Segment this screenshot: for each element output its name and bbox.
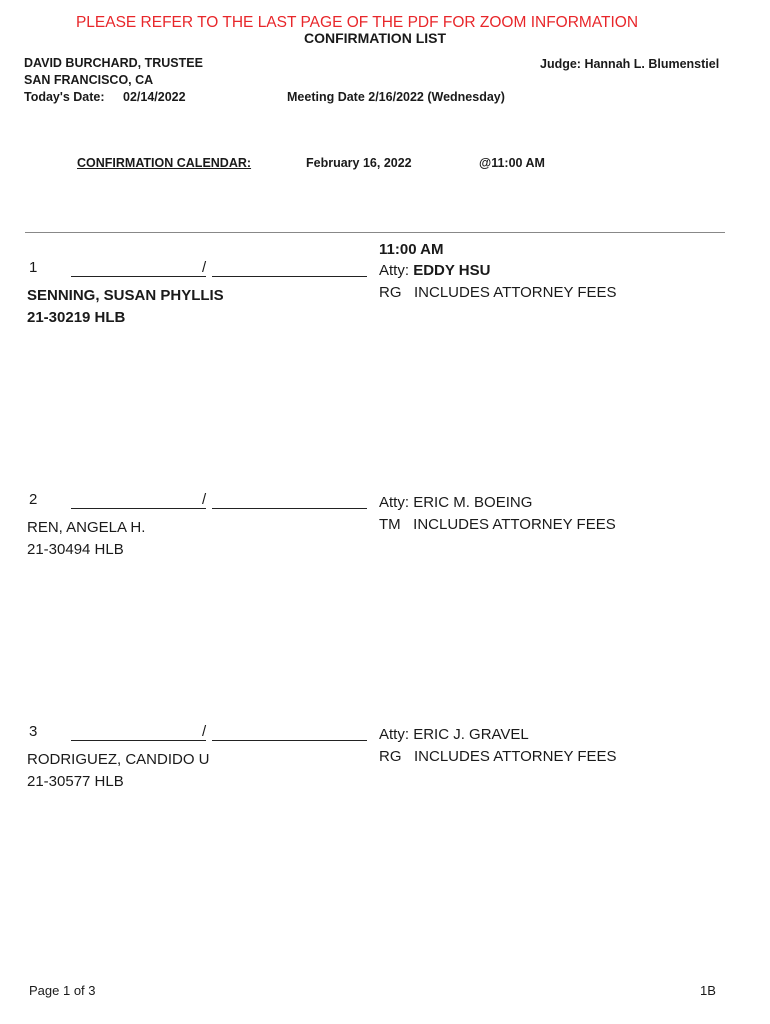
- attorney-label: Atty:: [379, 726, 410, 743]
- case-note: RG INCLUDES ATTORNEY FEES: [379, 284, 617, 301]
- case-entry: [0, 723, 770, 790]
- page-indicator: Page 1 of 3: [29, 983, 96, 998]
- debtor-name: SENNING, SUSAN PHYLLIS: [27, 287, 224, 304]
- signature-line: [71, 508, 206, 509]
- trustee-location: SAN FRANCISCO, CA: [24, 73, 154, 87]
- case-id: 21-30494 HLB: [27, 541, 124, 558]
- signature-line: [212, 740, 367, 741]
- attorney-name: EDDY HSU: [413, 262, 491, 279]
- signature-line: [71, 740, 206, 741]
- case-number: 2: [29, 491, 38, 508]
- case-number: 3: [29, 723, 38, 740]
- zoom-notice: PLEASE REFER TO THE LAST PAGE OF THE PDF FOR ZOOM INFORMATION: [75, 14, 639, 31]
- signature-separator: /: [202, 491, 207, 508]
- attorney-line: [379, 726, 529, 743]
- page-title: CONFIRMATION LIST: [303, 30, 447, 46]
- todays-date-label: Today's Date:: [24, 90, 105, 104]
- attorney-line: [379, 262, 490, 279]
- case-note: TM INCLUDES ATTORNEY FEES: [379, 516, 616, 533]
- calendar-label: CONFIRMATION CALENDAR:: [77, 156, 252, 170]
- signature-line: [71, 276, 206, 277]
- signature-line: [212, 276, 367, 277]
- section-divider: [25, 232, 725, 233]
- calendar-time: @11:00 AM: [479, 156, 545, 170]
- attorney-name: ERIC M. BOEING: [413, 494, 533, 511]
- signature-line: [212, 508, 367, 509]
- case-id: 21-30577 HLB: [27, 773, 124, 790]
- attorney-name: ERIC J. GRAVEL: [413, 726, 529, 743]
- trustee-name: DAVID BURCHARD, TRUSTEE: [24, 56, 203, 70]
- case-number: 1: [29, 259, 38, 276]
- attorney-line: [379, 494, 532, 511]
- debtor-name: RODRIGUEZ, CANDIDO U: [27, 751, 210, 768]
- calendar-date: February 16, 2022: [306, 156, 412, 170]
- case-id: 21-30219 HLB: [27, 309, 126, 326]
- case-entry: [0, 491, 770, 558]
- case-entry: [0, 241, 770, 326]
- signature-separator: /: [202, 723, 207, 740]
- signature-separator: /: [202, 259, 207, 276]
- case-note: RG INCLUDES ATTORNEY FEES: [379, 748, 617, 765]
- judge-name: Judge: Hannah L. Blumenstiel: [540, 57, 720, 71]
- hearing-time: 11:00 AM: [379, 241, 444, 258]
- page-code: 1B: [700, 983, 716, 998]
- meeting-date: Meeting Date 2/16/2022 (Wednesday): [287, 90, 505, 104]
- attorney-label: Atty:: [379, 494, 410, 511]
- attorney-label: Atty:: [379, 262, 410, 279]
- todays-date: 02/14/2022: [123, 90, 186, 104]
- debtor-name: REN, ANGELA H.: [27, 519, 146, 536]
